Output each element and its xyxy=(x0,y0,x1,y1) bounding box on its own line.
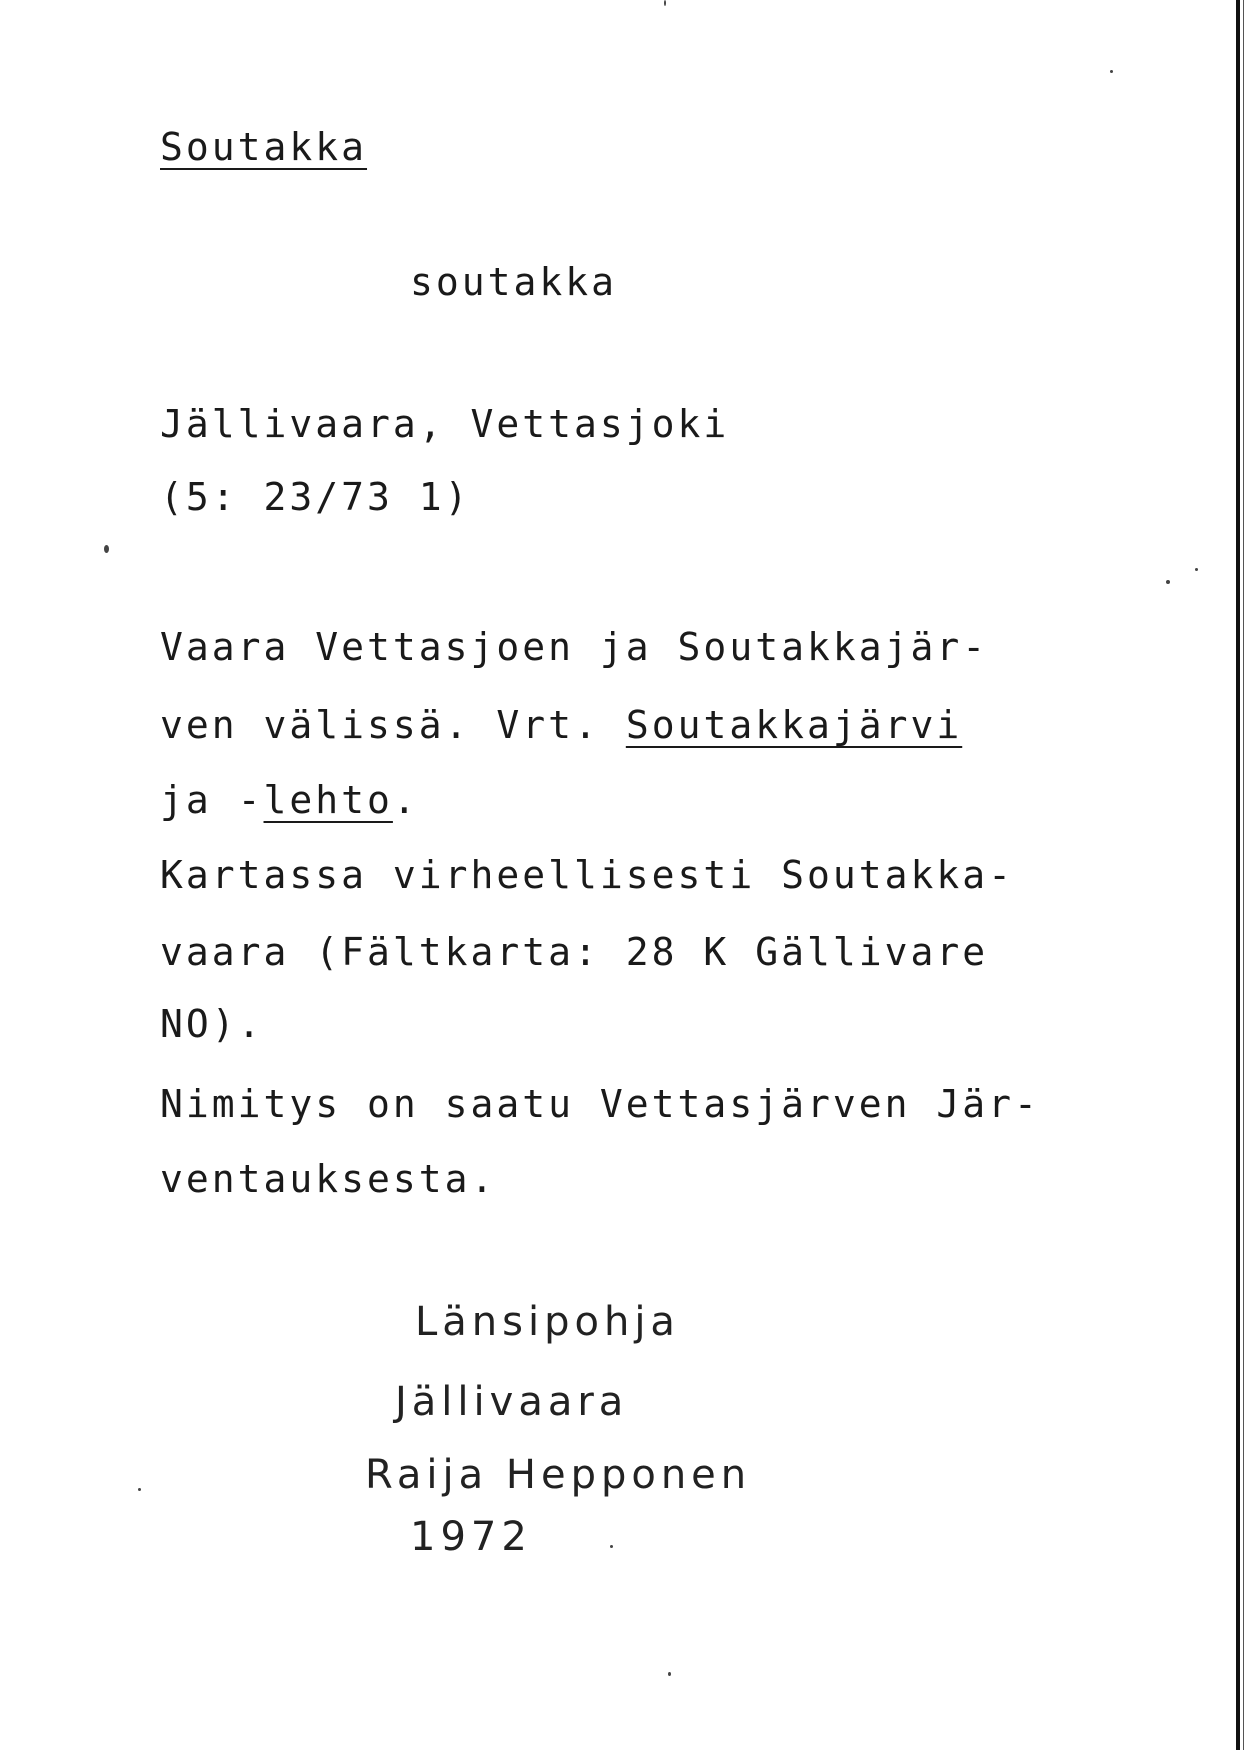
speck xyxy=(104,545,109,553)
description-line-2-text: ven välissä. Vrt. xyxy=(160,703,626,747)
description-line-4: Kartassa virheellisesti Soutakka- xyxy=(160,853,1014,897)
speck xyxy=(664,0,666,6)
speck xyxy=(1110,70,1113,73)
description-line-3-text: ja - xyxy=(160,778,264,822)
location: Jällivaara, Vettasjoki xyxy=(160,402,730,446)
description-line-5: vaara (Fältkarta: 28 K Gällivare xyxy=(160,930,989,974)
reference: (5: 23/73 1) xyxy=(160,475,471,519)
speck xyxy=(1166,580,1170,584)
card-edge xyxy=(1236,0,1240,1750)
card-heading: Soutakka xyxy=(160,125,368,169)
stamp-year: 1972 xyxy=(410,1514,532,1560)
name-form: soutakka xyxy=(410,260,618,304)
stamp-collector: Raija Hepponen xyxy=(365,1452,752,1498)
cross-reference-lehto: lehto xyxy=(263,778,393,822)
description-line-7: Nimitys on saatu Vettasjärven Jär- xyxy=(160,1082,1040,1126)
description-line-1: Vaara Vettasjoen ja Soutakkajär- xyxy=(160,625,989,669)
cross-reference-soutakkajarvi: Soutakkajärvi xyxy=(625,703,963,747)
card-edge-shadow xyxy=(1243,0,1244,1750)
speck xyxy=(1195,568,1198,571)
speck xyxy=(668,1672,671,1676)
description-line-2 xyxy=(160,703,963,747)
description-line-8: ventauksesta. xyxy=(160,1157,497,1201)
description-line-6: NO). xyxy=(160,1002,264,1046)
speck xyxy=(610,1545,613,1548)
stamp-region: Länsipohja xyxy=(415,1299,680,1345)
description-line-3 xyxy=(160,778,419,822)
speck xyxy=(138,1488,141,1491)
description-line-3-end: . xyxy=(392,778,419,822)
stamp-parish: Jällivaara xyxy=(395,1379,629,1425)
